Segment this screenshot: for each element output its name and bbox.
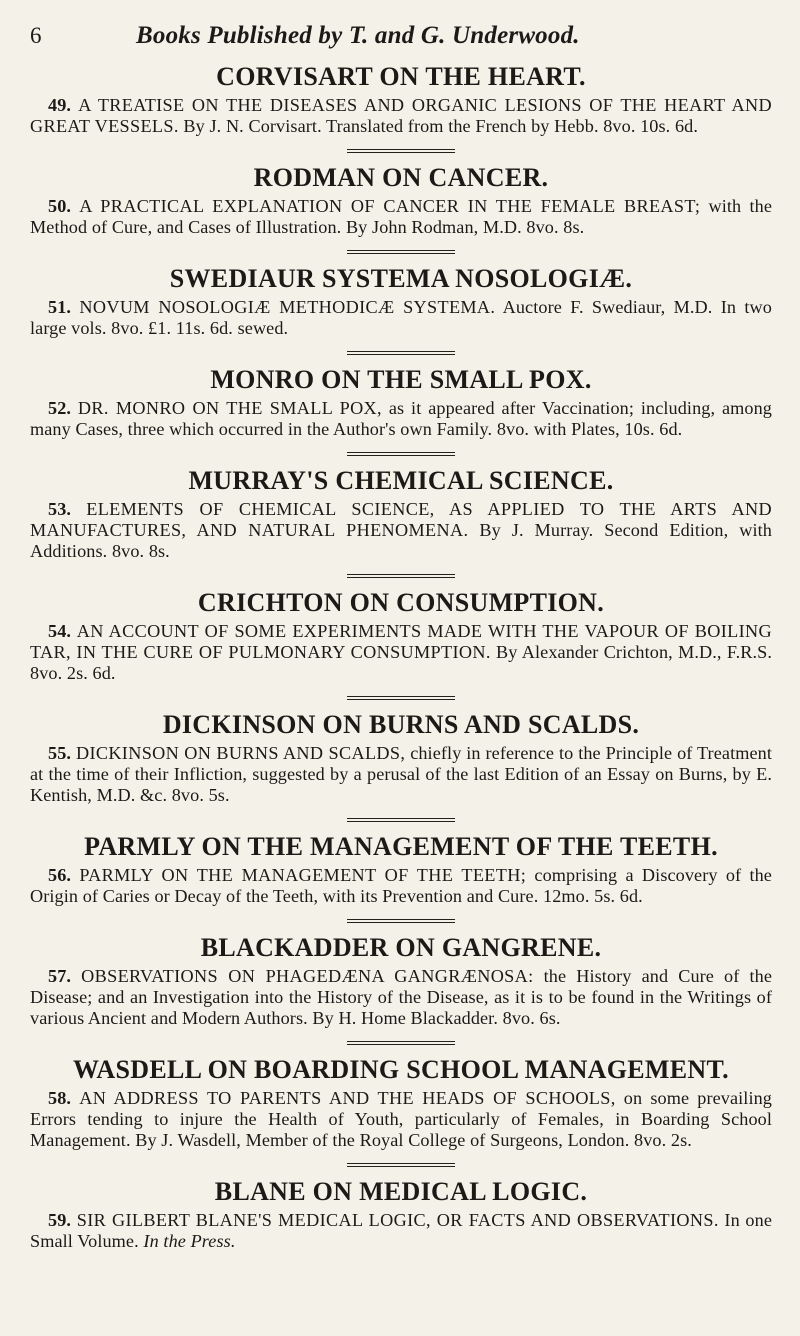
- entry-details: chiefly in reference to the Principle of Treatment at the time of their Infliction, suggested by a perusal of the last Edition of an Essay on Burns, by E. Kentish, M.D. &c. 8vo. 5s.: [30, 743, 772, 805]
- divider-rule: [347, 574, 455, 578]
- entry-number: 59.: [48, 1210, 72, 1230]
- entry-number: 55.: [48, 743, 72, 763]
- entry-heading: SWEDIAUR SYSTEMA NOSOLOGIÆ.: [169, 264, 633, 293]
- entry-number: 58.: [48, 1088, 72, 1108]
- entry-heading: CORVISART ON THE HEART.: [216, 62, 586, 91]
- catalogue-entry-55: [30, 710, 772, 822]
- entry-description: [30, 966, 772, 1029]
- entry-number: 57.: [48, 966, 72, 986]
- entry-heading: DICKINSON ON BURNS AND SCALDS.: [162, 710, 640, 739]
- entry-heading: MONRO ON THE SMALL POX.: [210, 365, 592, 394]
- catalogue-entry-51: [30, 264, 772, 355]
- entry-heading: PARMLY ON THE MANAGEMENT OF THE TEETH.: [84, 832, 718, 861]
- entry-description: [30, 499, 772, 562]
- divider-rule: [347, 351, 455, 355]
- entry-description: [30, 196, 772, 238]
- entry-title: NOVUM NOSOLOGIÆ METHODICÆ SYSTEMA.: [79, 297, 496, 317]
- entry-details: By J. Murray. Second Edition, with Additions. 8vo. 8s.: [30, 520, 772, 561]
- entry-title: A TREATISE ON THE DISEASES AND ORGANIC LESIONS OF THE HEART AND GREAT VESSELS.: [30, 95, 772, 136]
- divider-rule: [347, 818, 455, 822]
- catalogue-entry-59: [30, 1177, 772, 1252]
- entry-details: with the Method of Cure, and Cases of Illustration. By John Rodman, M.D. 8vo. 8s.: [30, 196, 772, 237]
- entry-heading: BLANE ON MEDICAL LOGIC.: [214, 1177, 588, 1206]
- entry-number: 54.: [48, 621, 72, 641]
- catalogue-entry-53: [30, 466, 772, 578]
- entry-description: [30, 743, 772, 806]
- divider-rule: [347, 149, 455, 153]
- entry-number: 51.: [48, 297, 72, 317]
- entry-number: 49.: [48, 95, 72, 115]
- entry-description: [30, 865, 772, 907]
- entry-title: SIR GILBERT BLANE'S MEDICAL LOGIC, OR FACTS AND OBSERVATIONS.: [76, 1210, 719, 1230]
- entry-title: DR. MONRO ON THE SMALL POX,: [77, 398, 382, 418]
- divider-rule: [347, 696, 455, 700]
- running-head: [30, 22, 772, 62]
- entry-title: ELEMENTS OF CHEMICAL SCIENCE, AS APPLIED TO THE ARTS AND MANUFACTURES, AND NATURAL PHENOMENA.: [30, 499, 772, 540]
- entry-number: 50.: [48, 196, 72, 216]
- entry-heading: CRICHTON ON CONSUMPTION.: [197, 588, 605, 617]
- entry-description: [30, 297, 772, 339]
- entry-title: AN ACCOUNT OF SOME EXPERIMENTS MADE WITH THE VAPOUR OF BOILING TAR, IN THE CURE OF PULMONARY CONSUMPTION.: [30, 621, 772, 662]
- running-title: Books Published by T. and G. Underwood.: [136, 22, 580, 49]
- entry-title: PARMLY ON THE MANAGEMENT OF THE TEETH;: [79, 865, 527, 885]
- entry-heading: RODMAN ON CANCER.: [253, 163, 549, 192]
- entry-title: DICKINSON ON BURNS AND SCALDS,: [75, 743, 406, 763]
- catalogue-entry-54: [30, 588, 772, 700]
- catalogue-page: [30, 22, 772, 1252]
- entry-heading: WASDELL ON BOARDING SCHOOL MANAGEMENT.: [73, 1055, 729, 1084]
- catalogue-entry-50: [30, 163, 772, 254]
- entry-title: OBSERVATIONS ON PHAGEDÆNA GANGRÆNOSA:: [81, 966, 534, 986]
- catalogue-entry-56: [30, 832, 772, 923]
- divider-rule: [347, 1041, 455, 1045]
- entry-details: In one Small Volume.: [30, 1210, 772, 1251]
- entry-details: the History and Cure of the Disease; and an Investigation into the History of the Disease, as it is to be found in the Writings of various Ancient and Modern Authors. By H. Home Blackadder. 8vo. 6s.: [30, 966, 773, 1028]
- divider-rule: [347, 1163, 455, 1167]
- entry-details: Auctore F. Swediaur, M.D. In two large vols. 8vo. £1. 11s. 6d. sewed.: [30, 297, 772, 338]
- entry-number: 53.: [48, 499, 72, 519]
- entry-title: A PRACTICAL EXPLANATION OF CANCER IN THE FEMALE BREAST;: [79, 196, 701, 216]
- entry-number: 52.: [48, 398, 72, 418]
- catalogue-entry-52: [30, 365, 772, 456]
- entry-description: [30, 1210, 772, 1252]
- divider-rule: [347, 452, 455, 456]
- entry-description: [30, 621, 772, 684]
- entry-number: 56.: [48, 865, 72, 885]
- publication-note: In the Press.: [143, 1231, 236, 1251]
- divider-rule: [347, 919, 455, 923]
- entry-description: [30, 1088, 772, 1151]
- page-number: 6: [30, 23, 42, 48]
- entry-details: By Alexander Crichton, M.D., F.R.S. 8vo. 2s. 6d.: [30, 642, 772, 683]
- entry-title: AN ADDRESS TO PARENTS AND THE HEADS OF SCHOOLS,: [79, 1088, 616, 1108]
- catalogue-entry-58: [30, 1055, 772, 1167]
- entry-details: comprising a Discovery of the Origin of Caries or Decay of the Teeth, with its Prevention and Cure. 12mo. 5s. 6d.: [30, 865, 772, 906]
- entry-details: as it appeared after Vaccination; including, among many Cases, three which occurred in the Author's own Family. 8vo. with Plates, 10s. 6d.: [30, 398, 772, 439]
- entry-description: [30, 398, 772, 440]
- entry-heading: BLACKADDER ON GANGRENE.: [200, 933, 602, 962]
- entry-description: [30, 95, 772, 137]
- entry-details: on some prevailing Errors tending to injure the Health of Youth, particularly of Females, in Boarding School Management. By J. Wasdell, Member of the Royal College of Surgeons, London. 8vo. 2s.: [30, 1088, 772, 1150]
- catalogue-entry-57: [30, 933, 772, 1045]
- entry-heading: MURRAY'S CHEMICAL SCIENCE.: [188, 466, 614, 495]
- catalogue-entry-49: [30, 62, 772, 153]
- entry-details: By J. N. Corvisart. Translated from the French by Hebb. 8vo. 10s. 6d.: [183, 116, 699, 136]
- divider-rule: [347, 250, 455, 254]
